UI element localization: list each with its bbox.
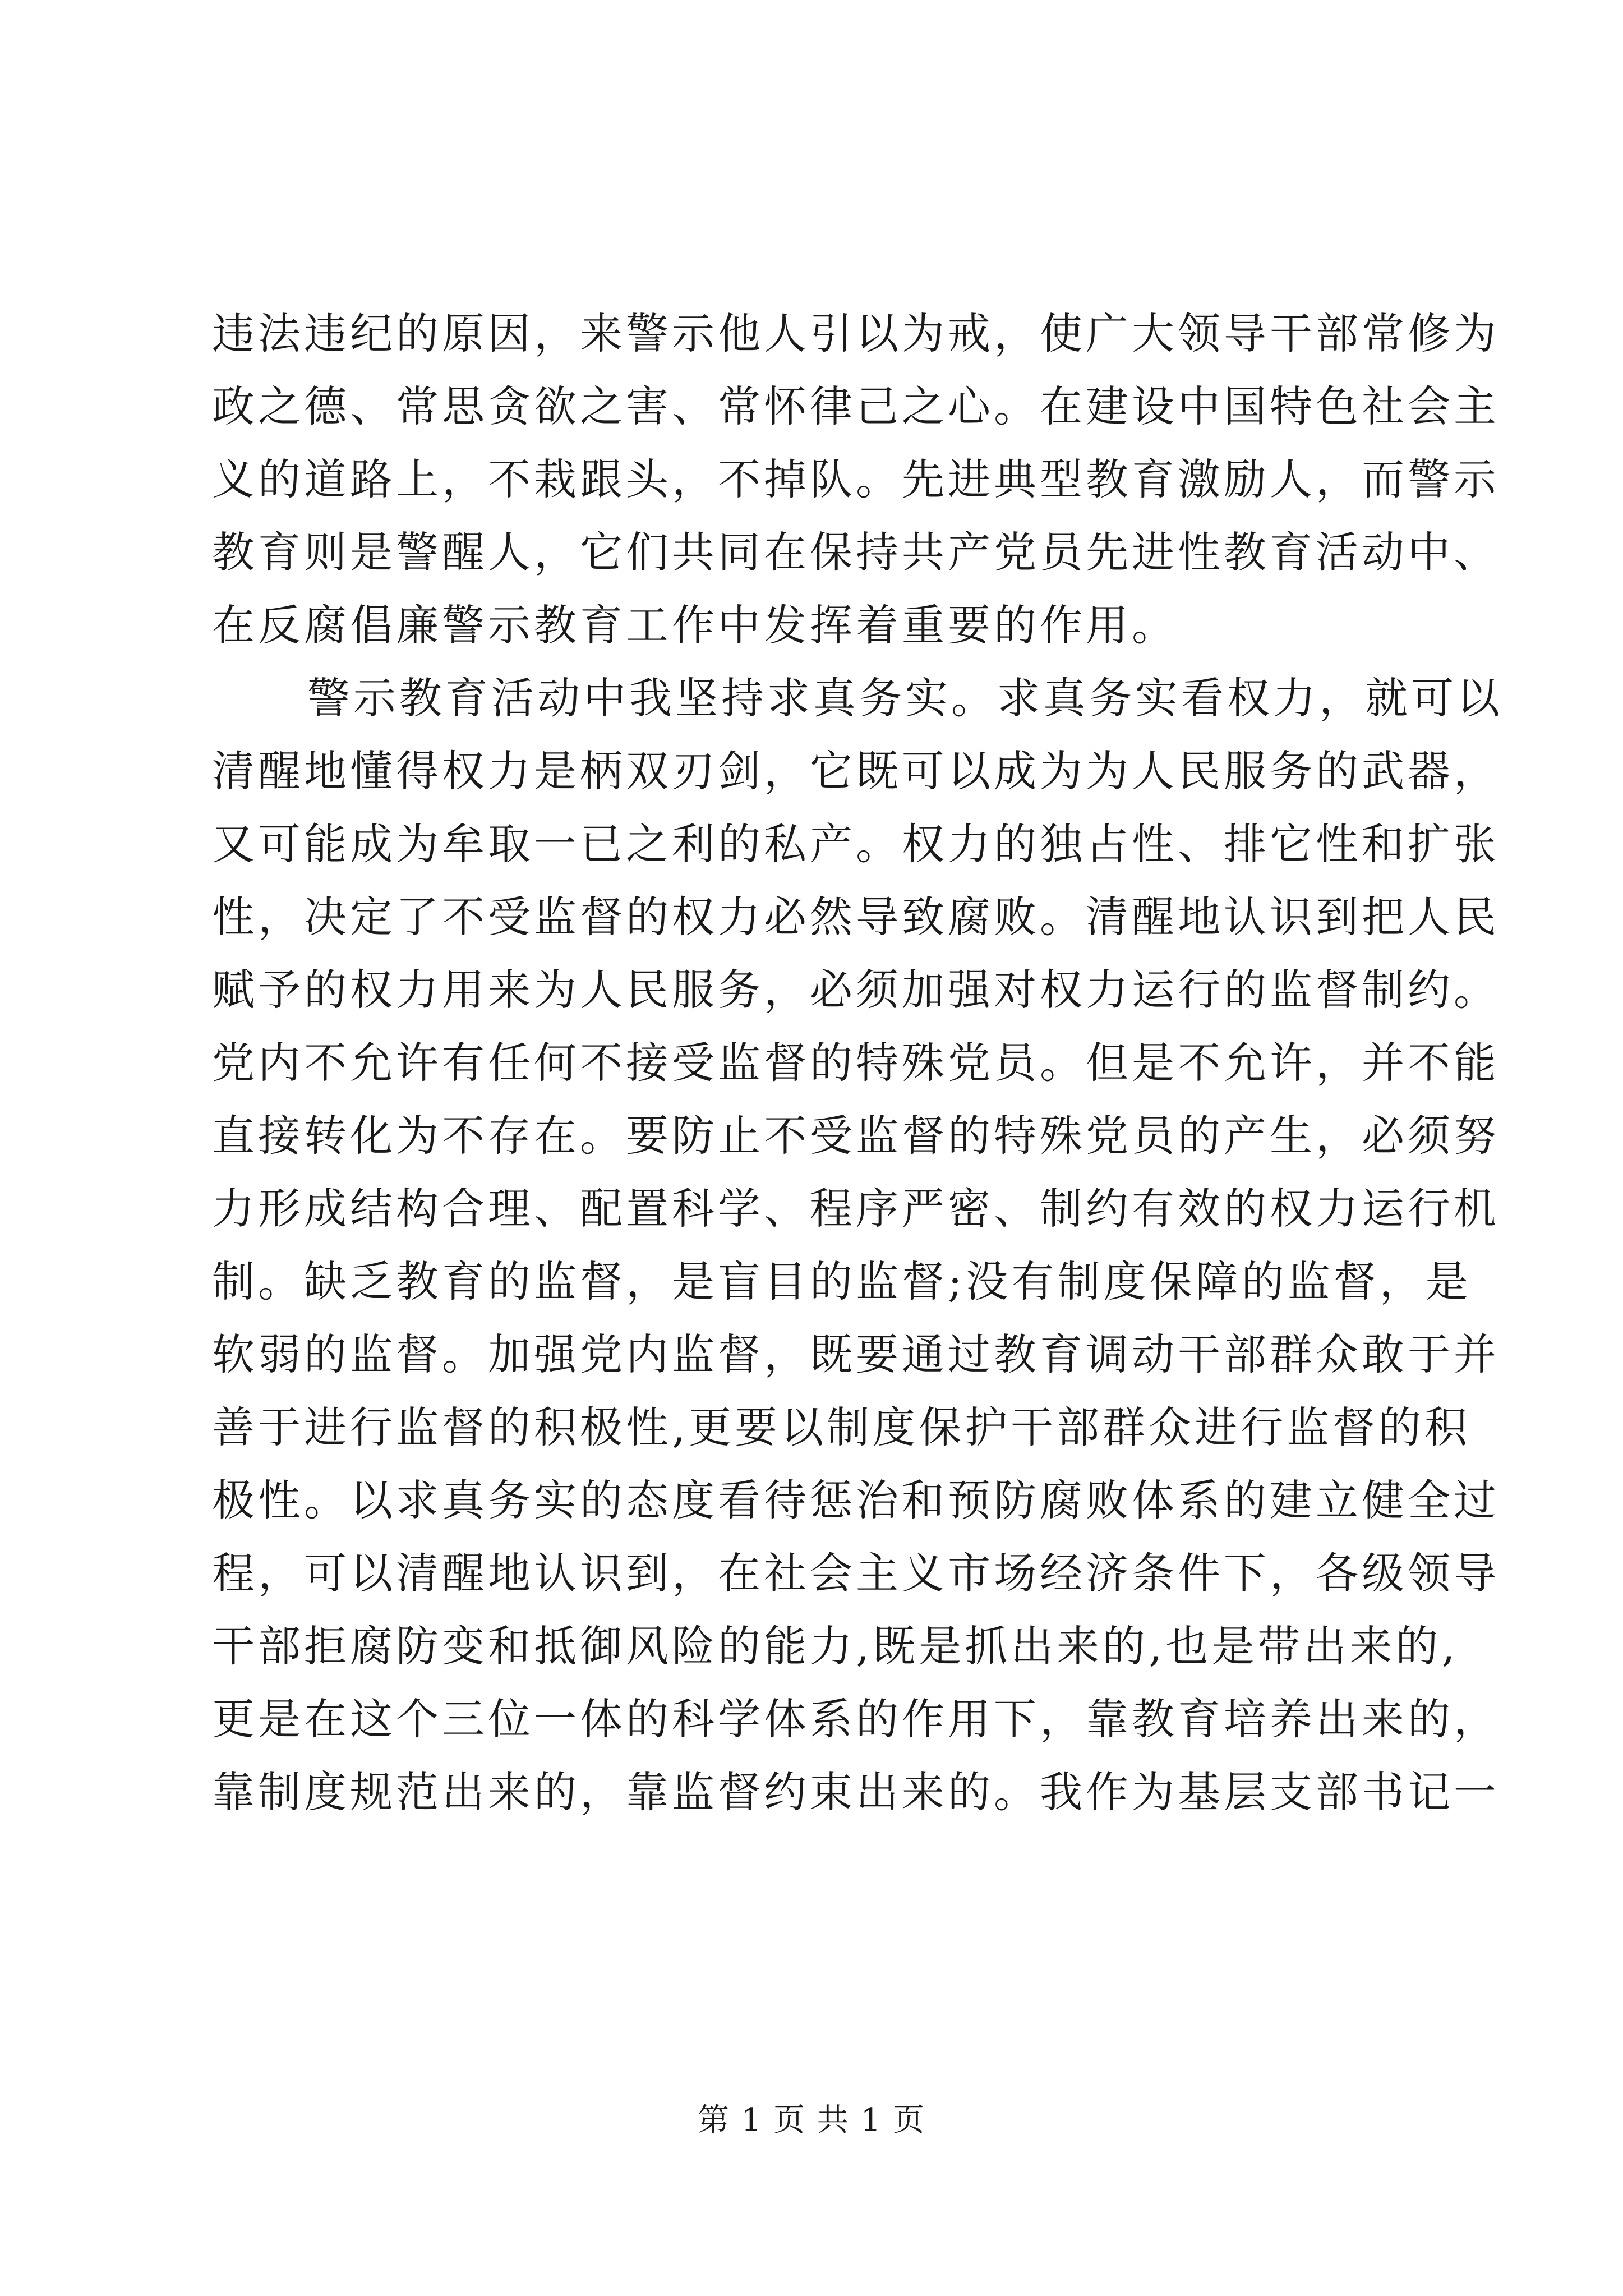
text-line: 靠制度规范出来的，靠监督约束出来的。我作为基层支部书记一 xyxy=(212,1767,1500,1817)
text-line: 制。缺乏教育的监督，是盲目的监督;没有制度保障的监督，是 xyxy=(212,1257,1472,1306)
text-line: 政之德、常思贪欲之害、常怀律己之心。在建设中国特色社会主 xyxy=(212,381,1500,431)
text-line: 极性。以求真务实的态度看待惩治和预防腐败体系的建立健全过 xyxy=(212,1475,1500,1525)
page-number-footer: 第 1 页 共 1 页 xyxy=(697,2102,926,2138)
text-line: 软弱的监督。加强党内监督，既要通过教育调动干部群众敢于并 xyxy=(212,1329,1500,1379)
text-line: 又可能成为牟取一已之利的私产。权力的独占性、排它性和扩张 xyxy=(212,819,1500,869)
text-line: 更是在这个三位一体的科学体系的作用下，靠教育培养出来的， xyxy=(212,1694,1500,1744)
text-line: 违法违纪的原因，来警示他人引以为戒，使广大领导干部常修为 xyxy=(212,309,1500,358)
text-line: 在反腐倡廉警示教育工作中发挥着重要的作用。 xyxy=(212,600,1178,650)
text-line: 党内不允许有任何不接受监督的特殊党员。但是不允许，并不能 xyxy=(212,1038,1500,1088)
body-text xyxy=(212,297,1503,1829)
text-line: 清醒地懂得权力是柄双刃剑，它既可以成为为人民服务的武器， xyxy=(212,746,1500,796)
text-line: 程，可以清醒地认识到，在社会主义市场经济条件下，各级领导 xyxy=(212,1548,1500,1598)
paragraph-first-line: 警示教育活动中我坚持求真务实。求真务实看权力，就可以 xyxy=(307,673,1503,723)
text-line: 教育则是警醒人，它们共同在保持共产党员先进性教育活动中、 xyxy=(212,527,1500,577)
text-line: 性，决定了不受监督的权力必然导致腐败。清醒地认识到把人民 xyxy=(212,892,1500,942)
text-line: 善于进行监督的积极性,更要以制度保护干部群众进行监督的积 xyxy=(212,1402,1471,1452)
text-line: 赋予的权力用来为人民服务，必须加强对权力运行的监督制约。 xyxy=(212,965,1500,1015)
text-line: 义的道路上，不栽跟头，不掉队。先进典型教育激励人，而警示 xyxy=(212,454,1500,504)
text-line: 力形成结构合理、配置科学、程序严密、制约有效的权力运行机 xyxy=(212,1184,1500,1234)
text-line: 干部拒腐防变和抵御风险的能力,既是抓出来的,也是带出来的, xyxy=(212,1621,1459,1671)
text-line: 直接转化为不存在。要防止不受监督的特殊党员的产生，必须努 xyxy=(212,1111,1500,1161)
